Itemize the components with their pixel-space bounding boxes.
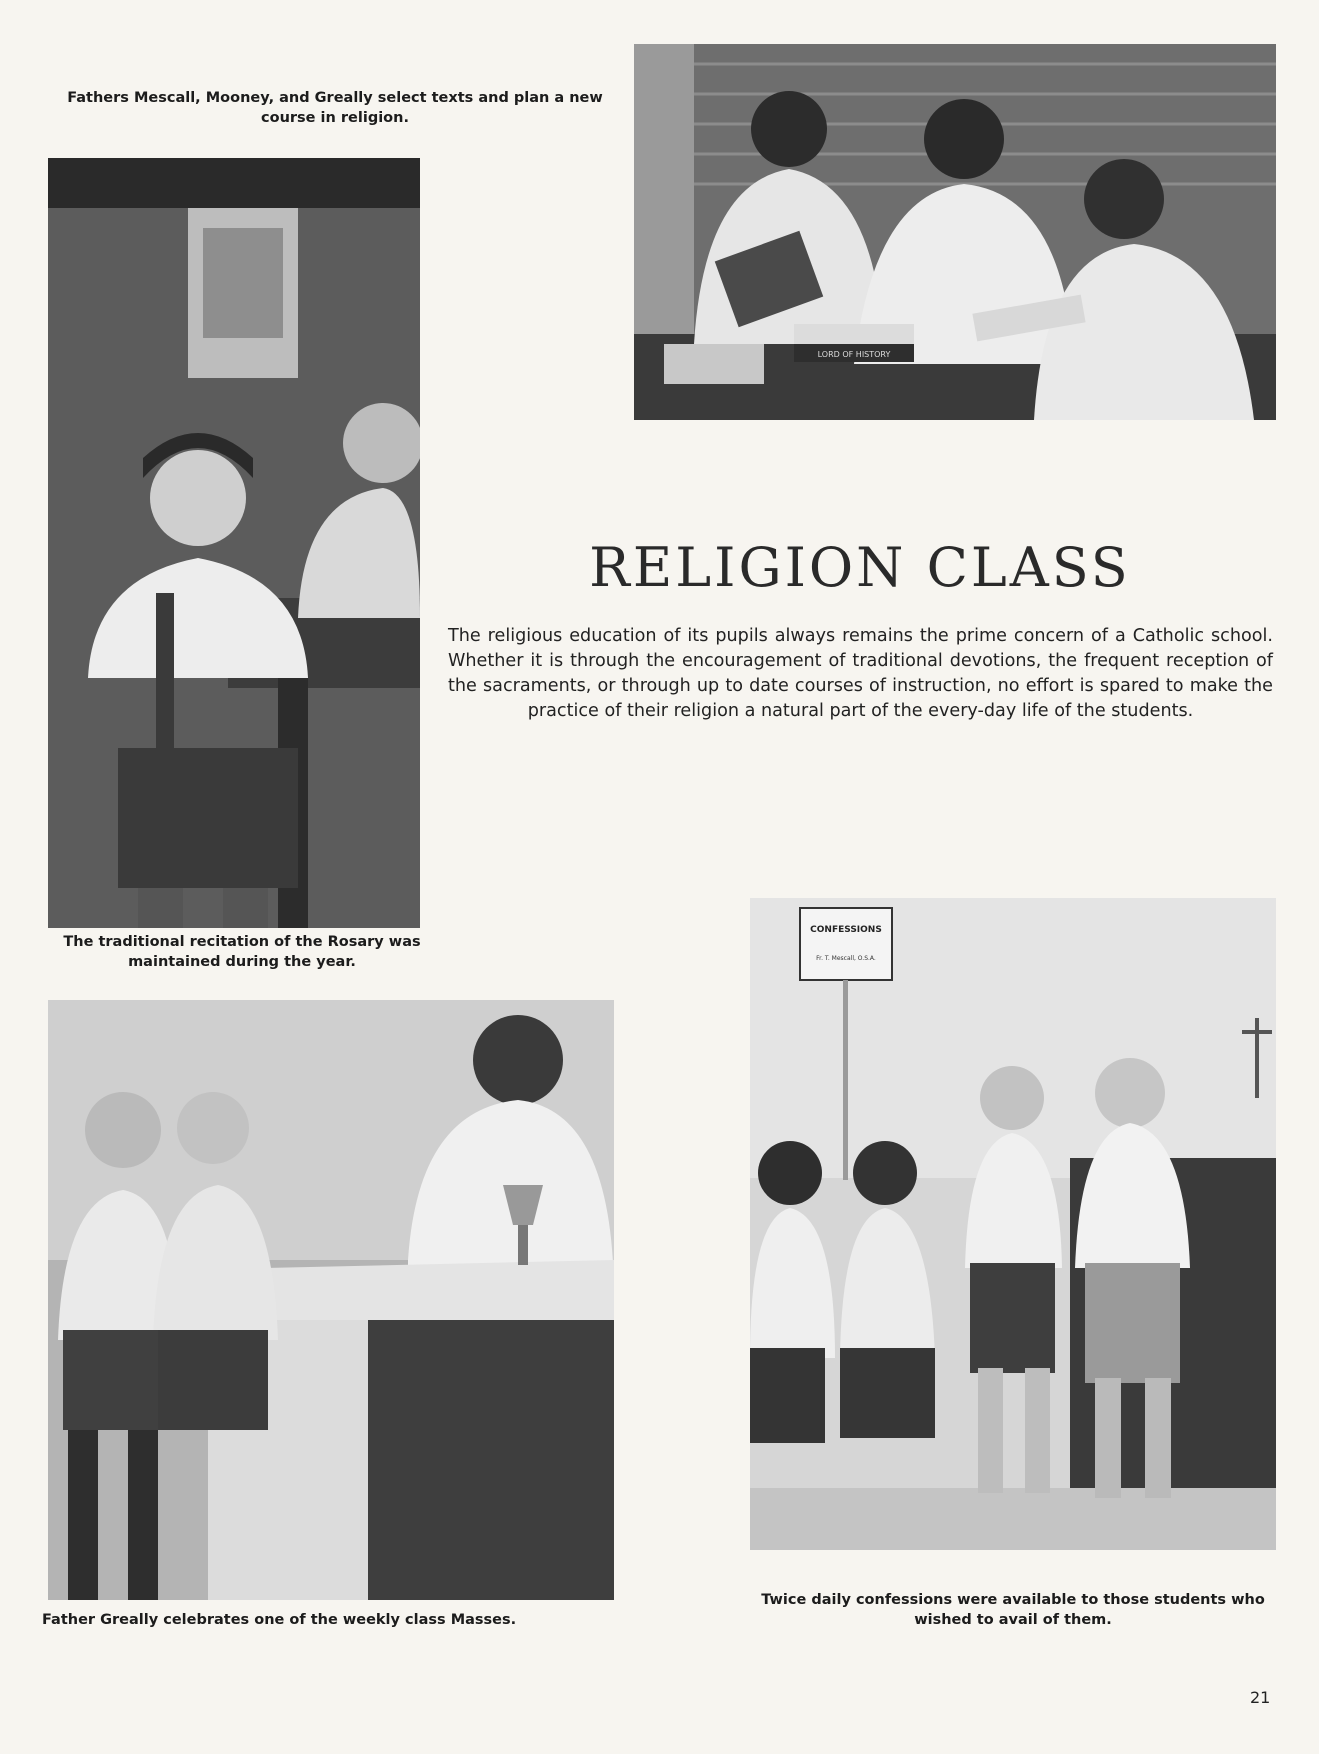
photo-class-mass <box>48 1000 614 1600</box>
caption-confessions: Twice daily confessions were available to those students who wished to avail of them. <box>761 1592 1265 1628</box>
page-number: 21 <box>1250 1688 1271 1707</box>
page-title: RELIGION CLASS <box>589 536 1131 599</box>
caption-mass: Father Greally celebrates one of the weekly class Masses. <box>42 1612 517 1628</box>
caption-rosary: The traditional recitation of the Rosary was maintained during the year. <box>63 934 421 970</box>
photo-confessions <box>750 898 1276 1550</box>
sign-name-text: Fr. T. Mescall, O.S.A. <box>816 955 876 962</box>
photo-rosary <box>48 158 420 928</box>
caption-fathers: Fathers Mescall, Mooney, and Greally select texts and plan a new course in religion. <box>67 90 603 126</box>
body-paragraph: The religious education of its pupils always remains the prime concern of a Catholic school. Whether it is through the encouragement of traditional devotions, the frequent reception of the sacraments, or through up to date courses of instruction, no effort is spared to make the practice of their religion a natural part of the every-day life of the students. <box>448 626 1273 721</box>
sign-title-text: CONFESSIONS <box>810 925 882 935</box>
photo-priests-planning <box>634 44 1276 420</box>
book-title-text: LORD OF HISTORY <box>817 350 891 359</box>
